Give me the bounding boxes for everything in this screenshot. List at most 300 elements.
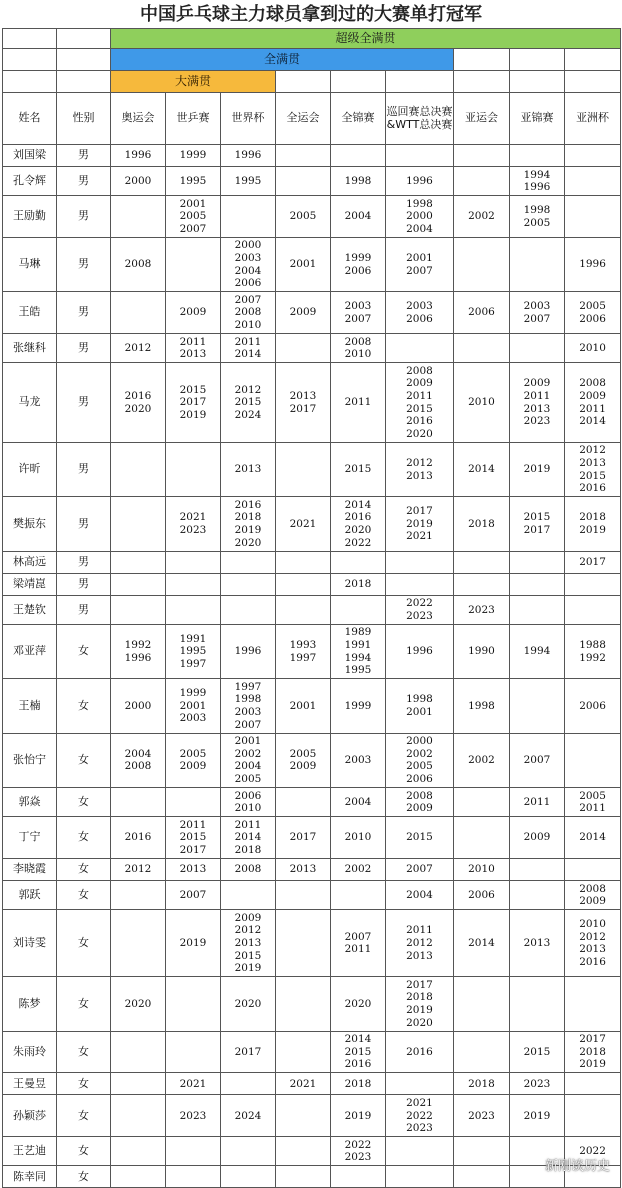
title-year: 1994: [523, 645, 551, 658]
title-years-cell: [454, 573, 510, 595]
title-year: 2020: [406, 427, 433, 440]
title-years-cell: [510, 881, 565, 910]
title-year: 2019: [523, 463, 551, 476]
title-year: 2017: [179, 843, 207, 856]
title-years-cell: [221, 817, 276, 859]
title-year: 2012: [234, 383, 262, 396]
title-years-cell: [111, 196, 166, 238]
title-year: 2011: [179, 335, 207, 348]
column-header: 全锦赛: [331, 93, 386, 145]
title-year: 2008: [579, 882, 606, 895]
title-year: 2011: [234, 818, 262, 831]
title-years-cell: [221, 1073, 276, 1095]
title-years-cell: [276, 442, 331, 496]
title-years-cell: [276, 167, 331, 196]
title-years-cell: [276, 788, 331, 817]
page-title: 中国乒乓球主力球员拿到过的大赛单打冠军: [140, 4, 482, 25]
title-year: 2005: [523, 216, 551, 229]
title-year: 2024: [234, 408, 262, 421]
title-year: 2007: [179, 222, 207, 235]
title-year: 2020: [344, 524, 372, 537]
title-years-cell: [276, 910, 331, 977]
title-year: 2018: [234, 511, 262, 524]
player-name: 陈梦: [3, 977, 57, 1031]
table-row: [3, 733, 621, 787]
title-years-cell: [565, 292, 621, 334]
title-year: 2023: [523, 415, 551, 428]
title-year: 1996: [234, 645, 262, 658]
title-year: 2020: [344, 997, 372, 1010]
title-years-cell: [510, 595, 565, 624]
player-sex: 男: [57, 145, 111, 167]
title-year: 2018: [344, 1077, 372, 1090]
title-years-cell: [510, 733, 565, 787]
title-year: 2014: [344, 498, 372, 511]
title-year: 2008: [124, 760, 152, 773]
title-years-cell: [386, 573, 454, 595]
table-row: [3, 551, 621, 573]
title-year: 2007: [344, 930, 372, 943]
title-years-cell: [166, 859, 221, 881]
title-year: 2003: [234, 252, 262, 265]
title-year: 2020: [124, 402, 152, 415]
title-year: 2007: [234, 293, 262, 306]
title-year: 1999: [344, 252, 372, 265]
title-years-cell: [510, 573, 565, 595]
title-years-cell: [331, 167, 386, 196]
title-years-cell: [166, 977, 221, 1031]
title-year: 2011: [344, 943, 372, 956]
title-years-cell: [166, 1137, 221, 1166]
title-years-cell: [386, 733, 454, 787]
title-years-cell: [276, 1166, 331, 1188]
title-years-cell: [386, 1073, 454, 1095]
player-sex: 男: [57, 497, 111, 551]
title-year: 2014: [468, 463, 495, 476]
title-year: 2011: [523, 795, 551, 808]
player-sex: 男: [57, 167, 111, 196]
title-year: 1994: [344, 651, 372, 664]
title-year: 1999: [179, 687, 207, 700]
title-year: 2009: [289, 306, 317, 319]
title-year: 2019: [234, 524, 262, 537]
title-years-cell: [386, 497, 454, 551]
title-years-cell: [331, 442, 386, 496]
title-years-cell: [386, 334, 454, 363]
title-year: 2007: [523, 754, 551, 767]
title-year: 2005: [234, 772, 262, 785]
table-row: [3, 624, 621, 678]
title-years-cell: [386, 1031, 454, 1073]
title-year: 1995: [234, 174, 262, 187]
title-years-cell: [386, 1095, 454, 1137]
title-years-cell: [111, 363, 166, 443]
title-year: 2005: [579, 300, 606, 313]
grand-slam-band: 大满贯: [111, 71, 276, 93]
title-years-cell: [565, 788, 621, 817]
title-year: 2013: [179, 863, 207, 876]
title-year: 2014: [468, 936, 495, 949]
table-row: [3, 1166, 621, 1188]
title-year: 2019: [234, 962, 262, 975]
title-year: 2022: [406, 1109, 433, 1122]
title-year: 2023: [344, 1151, 372, 1164]
title-year: 2015: [344, 1045, 372, 1058]
title-years-cell: [510, 292, 565, 334]
title-years-cell: [221, 573, 276, 595]
title-year: 2010: [234, 802, 262, 815]
table-row: [3, 1073, 621, 1095]
title-year: 2014: [234, 831, 262, 844]
title-year: 2018: [406, 991, 433, 1004]
title-year: 2012: [406, 457, 433, 470]
title-years-cell: [565, 624, 621, 678]
title-years-cell: [565, 551, 621, 573]
title-years-cell: [565, 1031, 621, 1073]
title-years-cell: [510, 334, 565, 363]
title-years-cell: [386, 859, 454, 881]
title-years-cell: [510, 1095, 565, 1137]
title-years-cell: [510, 145, 565, 167]
title-years-cell: [166, 573, 221, 595]
title-year: 2004: [234, 264, 262, 277]
title-years-cell: [221, 497, 276, 551]
title-year: 1998: [468, 699, 495, 712]
title-years-cell: [276, 196, 331, 238]
title-year: 2019: [179, 408, 207, 421]
title-years-cell: [454, 859, 510, 881]
title-year: 2016: [124, 831, 152, 844]
title-years-cell: [221, 788, 276, 817]
title-years-cell: [331, 292, 386, 334]
title-year: 2001: [234, 735, 262, 748]
title-years-cell: [221, 859, 276, 881]
title-years-cell: [331, 910, 386, 977]
title-years-cell: [510, 977, 565, 1031]
title-years-cell: [386, 679, 454, 733]
title-years-cell: [565, 145, 621, 167]
player-name: 刘国梁: [3, 145, 57, 167]
title-year: 2023: [406, 1122, 433, 1135]
player-name: 樊振东: [3, 497, 57, 551]
title-year: 2011: [344, 396, 372, 409]
title-years-cell: [454, 881, 510, 910]
title-years-cell: [510, 551, 565, 573]
title-year: 1999: [179, 149, 207, 162]
title-year: 2013: [406, 469, 433, 482]
title-years-cell: [331, 624, 386, 678]
title-year: 2009: [289, 760, 317, 773]
title-years-cell: [331, 551, 386, 573]
title-year: 2013: [523, 402, 551, 415]
title-year: 2013: [406, 949, 433, 962]
table-row: [3, 817, 621, 859]
table-row: [3, 859, 621, 881]
title-years-cell: [276, 551, 331, 573]
title-year: 2007: [179, 888, 207, 901]
title-years-cell: [111, 733, 166, 787]
table-row: [3, 1137, 621, 1166]
title-years-cell: [565, 442, 621, 496]
title-years-cell: [221, 145, 276, 167]
title-years-cell: [111, 881, 166, 910]
title-years-cell: [276, 363, 331, 443]
title-years-cell: [221, 292, 276, 334]
title-year: 1997: [234, 680, 262, 693]
title-year: 2009: [579, 390, 606, 403]
player-name: 林高远: [3, 551, 57, 573]
title-years-cell: [454, 1137, 510, 1166]
title-year: 2001: [179, 699, 207, 712]
title-years-cell: [510, 237, 565, 291]
title-years-cell: [221, 910, 276, 977]
title-year: 2013: [579, 943, 606, 956]
title-year: 2011: [234, 335, 262, 348]
title-year: 2017: [523, 524, 551, 537]
title-years-cell: [565, 679, 621, 733]
title-year: 2023: [179, 1109, 207, 1122]
title-years-cell: [565, 1073, 621, 1095]
title-year: 2001: [406, 252, 433, 265]
title-years-cell: [454, 167, 510, 196]
title-years-cell: [276, 733, 331, 787]
title-year: 2015: [344, 463, 372, 476]
player-name: 朱雨玲: [3, 1031, 57, 1073]
title-year: 2004: [406, 888, 433, 901]
title-year: 2011: [579, 802, 606, 815]
title-year: 2018: [579, 511, 606, 524]
title-year: 2011: [179, 818, 207, 831]
title-years-cell: [111, 910, 166, 977]
column-header: 姓名: [3, 93, 57, 145]
title-years-cell: [221, 1166, 276, 1188]
player-name: 张继科: [3, 334, 57, 363]
title-years-cell: [276, 1095, 331, 1137]
column-header: 世界杯: [221, 93, 276, 145]
title-year: 1990: [468, 645, 495, 658]
player-sex: 女: [57, 881, 111, 910]
title-years-cell: [111, 1095, 166, 1137]
title-years-cell: [454, 237, 510, 291]
title-year: 2005: [289, 747, 317, 760]
title-year: 2006: [406, 772, 433, 785]
player-name: 孔令辉: [3, 167, 57, 196]
title-years-cell: [166, 595, 221, 624]
title-year: 2004: [234, 760, 262, 773]
player-sex: 女: [57, 1166, 111, 1188]
title-year: 2009: [406, 802, 433, 815]
title-year: 2013: [579, 457, 606, 470]
title-years-cell: [565, 733, 621, 787]
title-year: 2010: [344, 831, 372, 844]
title-years-cell: [111, 1073, 166, 1095]
player-sex: 男: [57, 292, 111, 334]
table-row: [3, 334, 621, 363]
title-year: 1993: [289, 639, 317, 652]
title-year: 2023: [523, 1077, 551, 1090]
title-years-cell: [331, 1095, 386, 1137]
title-years-cell: [331, 145, 386, 167]
title-year: 2006: [234, 277, 262, 290]
player-name: 郭跃: [3, 881, 57, 910]
title-years-cell: [565, 196, 621, 238]
player-sex: 女: [57, 1031, 111, 1073]
title-years-cell: [510, 497, 565, 551]
title-year: 2019: [406, 1003, 433, 1016]
player-name: 张怡宁: [3, 733, 57, 787]
title-years-cell: [510, 1073, 565, 1095]
title-year: 2019: [579, 524, 606, 537]
title-years-cell: [331, 788, 386, 817]
title-year: 2022: [406, 597, 433, 610]
title-years-cell: [331, 334, 386, 363]
title-year: 2010: [468, 396, 495, 409]
title-years-cell: [111, 1137, 166, 1166]
title-year: 2010: [579, 918, 606, 931]
title-years-cell: [454, 595, 510, 624]
title-year: 2009: [234, 911, 262, 924]
title-years-cell: [111, 292, 166, 334]
title-years-cell: [454, 624, 510, 678]
title-year: 2007: [406, 863, 433, 876]
title-years-cell: [454, 196, 510, 238]
title-years-cell: [331, 497, 386, 551]
title-year: 2014: [344, 1033, 372, 1046]
title-years-cell: [166, 1166, 221, 1188]
title-year: 2017: [289, 831, 317, 844]
title-year: 2013: [234, 463, 262, 476]
title-years-cell: [510, 363, 565, 443]
table-row: [3, 679, 621, 733]
title-year: 2018: [344, 577, 372, 590]
player-name: 邓亚萍: [3, 624, 57, 678]
player-sex: 女: [57, 788, 111, 817]
title-year: 2008: [344, 335, 372, 348]
title-years-cell: [510, 442, 565, 496]
player-name: 梁靖崑: [3, 573, 57, 595]
title-years-cell: [510, 679, 565, 733]
title-years-cell: [331, 1166, 386, 1188]
title-years-cell: [166, 788, 221, 817]
table-row: [3, 363, 621, 443]
title-year: 1995: [179, 645, 207, 658]
title-year: 2002: [344, 863, 372, 876]
title-year: 2002: [234, 747, 262, 760]
player-sex: 女: [57, 1137, 111, 1166]
title-year: 2013: [523, 936, 551, 949]
title-years-cell: [276, 624, 331, 678]
title-years-cell: [454, 497, 510, 551]
super-grand-slam-band: 超级全满贯: [111, 29, 621, 49]
title-year: 2003: [234, 706, 262, 718]
player-name: 王励勤: [3, 196, 57, 238]
title-year: 2001: [179, 197, 207, 210]
title-year: 2019: [523, 1109, 551, 1122]
title-years-cell: [111, 595, 166, 624]
title-year: 2013: [289, 863, 317, 876]
title-years-cell: [565, 595, 621, 624]
title-year: 2015: [406, 831, 433, 844]
title-year: 1998: [406, 693, 433, 706]
title-year: 2016: [124, 390, 152, 403]
title-year: 2018: [468, 517, 495, 530]
title-years-cell: [111, 551, 166, 573]
title-year: 2003: [344, 754, 372, 767]
title-year: 2022: [344, 536, 372, 549]
title-year: 1997: [179, 657, 207, 670]
player-name: 马龙: [3, 363, 57, 443]
title-year: 2015: [234, 396, 262, 409]
title-years-cell: [276, 1137, 331, 1166]
title-year: 1991: [344, 639, 372, 652]
title-years-cell: [331, 1031, 386, 1073]
title-years-cell: [454, 788, 510, 817]
title-years-cell: [510, 624, 565, 678]
title-year: 2006: [579, 699, 606, 712]
title-year: 2022: [344, 1138, 372, 1151]
title-years-cell: [276, 497, 331, 551]
title-year: 1992: [124, 639, 152, 652]
title-year: 2016: [406, 415, 433, 428]
title-year: 2020: [124, 997, 152, 1010]
title-years-cell: [111, 442, 166, 496]
title-years-cell: [166, 363, 221, 443]
title-years-cell: [454, 817, 510, 859]
title-years-cell: [386, 881, 454, 910]
title-years-cell: [454, 1073, 510, 1095]
player-name: 王艺迪: [3, 1137, 57, 1166]
title-year: 2019: [579, 1058, 606, 1071]
title-years-cell: [454, 363, 510, 443]
title-years-cell: [111, 817, 166, 859]
title-year: 2004: [124, 747, 152, 760]
title-years-cell: [166, 196, 221, 238]
title-year: 2002: [406, 747, 433, 760]
title-year: 2012: [234, 924, 262, 937]
table-row: [3, 788, 621, 817]
title-year: 1988: [579, 639, 606, 652]
title-year: 2017: [289, 402, 317, 415]
title-years-cell: [276, 334, 331, 363]
title-year: 2010: [344, 348, 372, 361]
title-years-cell: [565, 497, 621, 551]
title-years-cell: [276, 595, 331, 624]
title-years-cell: [454, 551, 510, 573]
title-year: 2023: [406, 609, 433, 622]
title-years-cell: [331, 363, 386, 443]
title-year: 2015: [523, 1045, 551, 1058]
table-row: [3, 145, 621, 167]
column-header: 全运会: [276, 93, 331, 145]
player-name: 李晓霞: [3, 859, 57, 881]
title-year: 2021: [289, 517, 317, 530]
title-years-cell: [166, 910, 221, 977]
title-year: 2000: [124, 699, 152, 712]
title-years-cell: [166, 145, 221, 167]
title-year: 2021: [179, 1077, 207, 1090]
title-year: 1995: [344, 664, 372, 677]
title-year: 1995: [179, 174, 207, 187]
title-years-cell: [166, 679, 221, 733]
band-row-grand: [3, 71, 621, 93]
title-years-cell: [510, 167, 565, 196]
table-row: [3, 910, 621, 977]
title-year: 2015: [406, 402, 433, 415]
title-years-cell: [510, 859, 565, 881]
title-years-cell: [386, 551, 454, 573]
title-year: 2017: [234, 1045, 262, 1058]
player-sex: 男: [57, 237, 111, 291]
